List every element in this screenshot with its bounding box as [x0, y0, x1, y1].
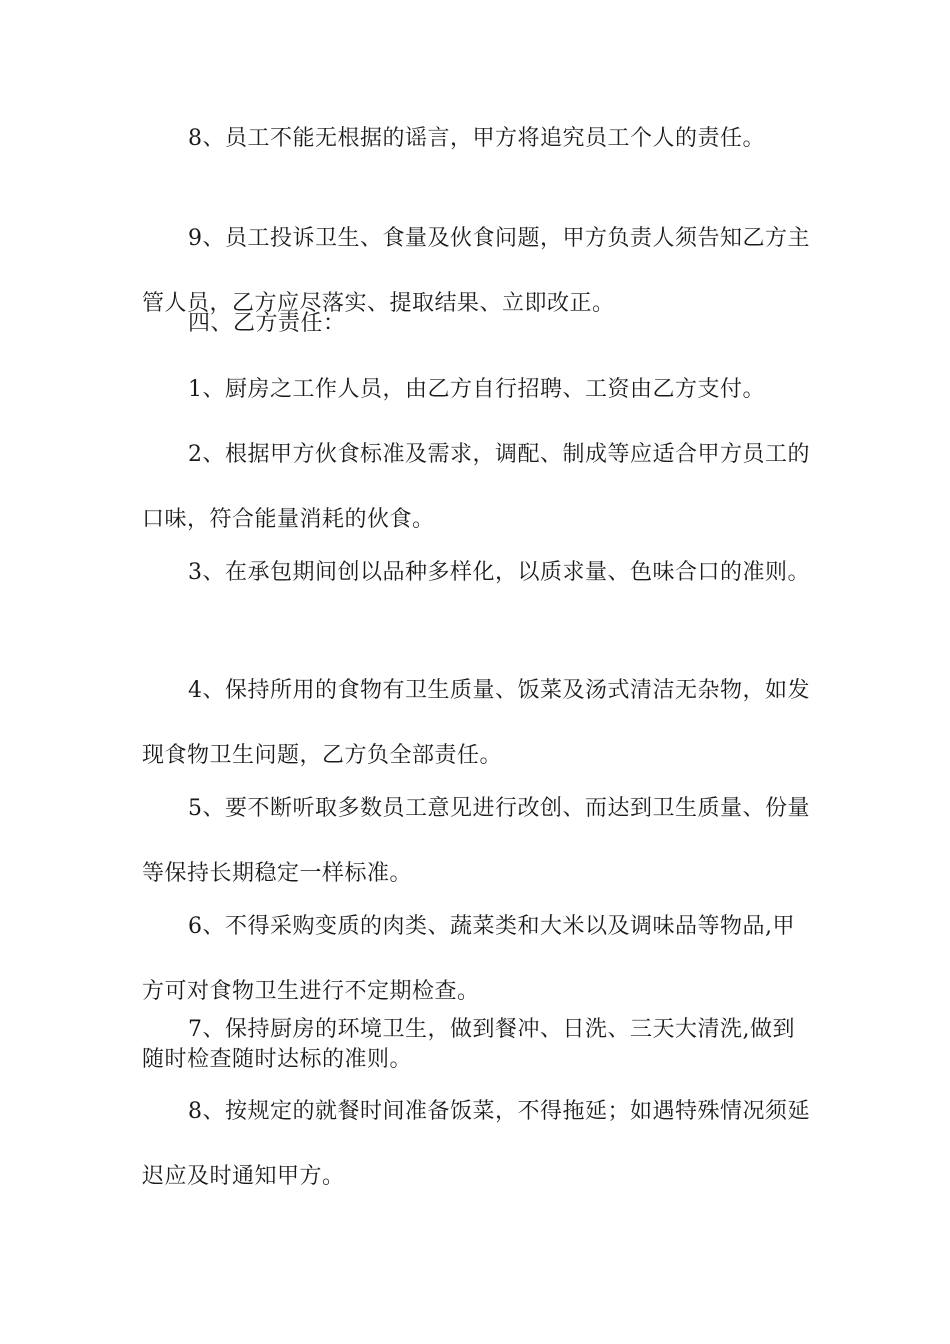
paragraph-employee-complaint: 9、员工投诉卫生、食量及伙食问题，甲方负责人须告知乙方主管人员，乙方应尽落实、提取结果、立即改正。: [142, 226, 810, 316]
paragraph-meal-timing: 8、按规定的就餐时间准备饭菜，不得拖延；如遇特殊情况须延迟应及时通知甲方。: [142, 1099, 810, 1189]
paragraph-kitchen-staff: 1、厨房之工作人员，由乙方自行招聘、工资由乙方支付。: [188, 377, 765, 402]
paragraph-meal-standards: 2、根据甲方伙食标准及需求，调配、制成等应适合甲方员工的口味，符合能量消耗的伙食。: [142, 442, 810, 532]
paragraph-variety-principle: 3、在承包期间创以品种多样化，以质求量、色味合口的准则。: [188, 560, 810, 585]
paragraph-staff-feedback: 5、要不断听取多数员工意见进行改创、而达到卫生质量、份量等保持长期稳定一样标准。: [142, 796, 810, 886]
paragraph-food-hygiene: 4、保持所用的食物有卫生质量、饭菜及汤式清洁无杂物，如发现食物卫生问题，乙方负全部责任。: [142, 678, 810, 768]
paragraph-employee-rumor: 8、员工不能无根据的谣言，甲方将追究员工个人的责任。: [188, 126, 765, 151]
section-heading-party-b-duties: 四、乙方责任：: [188, 311, 346, 336]
paragraph-kitchen-cleanliness: 7、保持厨房的环境卫生，做到餐冲、日洗、三天大清洗,做到随时检查随时达标的准则。: [142, 1017, 795, 1072]
paragraph-purchasing: 6、不得采购变质的肉类、蔬菜类和大米以及调味品等物品,甲方可对食物卫生进行不定期检查。: [142, 914, 795, 1004]
